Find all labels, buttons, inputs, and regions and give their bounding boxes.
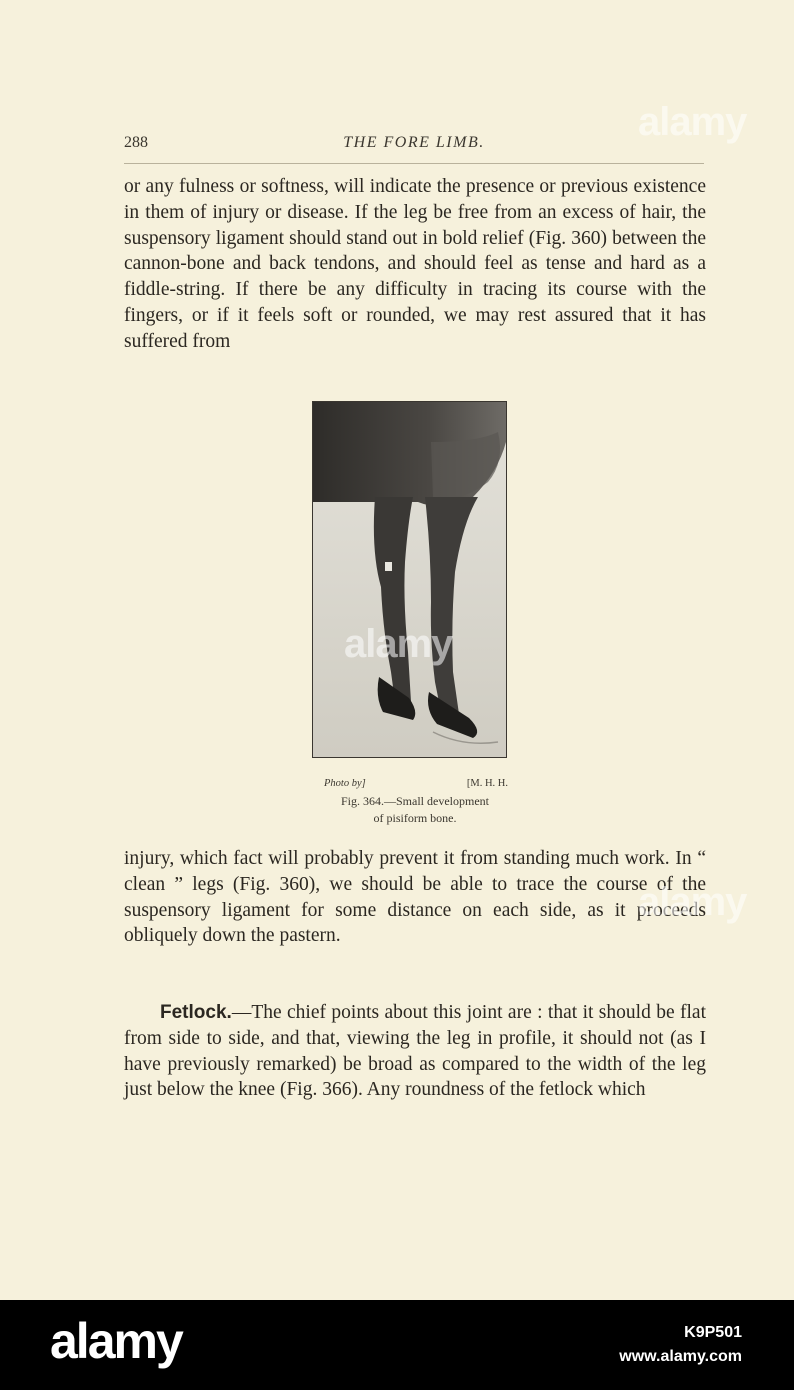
- paragraph-3-text: —The chief points about this joint are : that it should be flat from side to side, and that, viewing the leg in profile, it should not (as I have previously remarked) be broad as compared to the width of the leg just below the knee (Fig. 366). Any roundness of the fetlock which: [124, 1002, 706, 1101]
- brand-logo: alamy: [50, 1313, 182, 1369]
- watermark-logo-icon: alamy: [638, 880, 747, 924]
- paragraph-2: injury, which fact will probably prevent it from standing much work. In “ clean ” legs (Fig. 360), we should be able to trace the course of the suspensory ligament for some distance on each side, as it proceeds obliquely down the pastern.: [124, 848, 706, 947]
- photo-credit-left: Photo by]: [324, 778, 366, 789]
- watermark-logo-icon: alamy: [344, 622, 453, 666]
- photo-credit-right: [M. H. H.: [466, 778, 508, 789]
- running-title: THE FORE LIMB.: [343, 134, 485, 151]
- site-url: www.alamy.com: [619, 1348, 742, 1365]
- running-header: [124, 134, 704, 156]
- horse-legs-photo: [312, 401, 507, 758]
- footer-bar: [0, 1300, 794, 1390]
- figure-caption-line-1: Fig. 364.—Small development: [341, 794, 489, 808]
- paragraph-3: [124, 1000, 706, 1103]
- header-rule: [124, 163, 704, 164]
- watermark-logo-icon: alamy: [638, 100, 747, 144]
- figure-caption-line-2: of pisiform bone.: [373, 811, 457, 825]
- paragraph-1: or any fulness or softness, will indicate the presence or previous existence in them of injury or disease. If the leg be free from an excess of hair, the suspensory ligament should stand out in bold relief (Fig. 360) between the cannon-bone and back tendons, and should feel as tense and hard as a fiddle-string. If there be any difficulty in tracing its course with the fingers, or if it feels soft or rounded, we may rest assured that it has suffered from: [124, 176, 706, 352]
- image-id: K9P501: [684, 1324, 742, 1341]
- fetlock-heading: Fetlock.: [160, 1002, 232, 1023]
- page-number: 288: [124, 134, 148, 151]
